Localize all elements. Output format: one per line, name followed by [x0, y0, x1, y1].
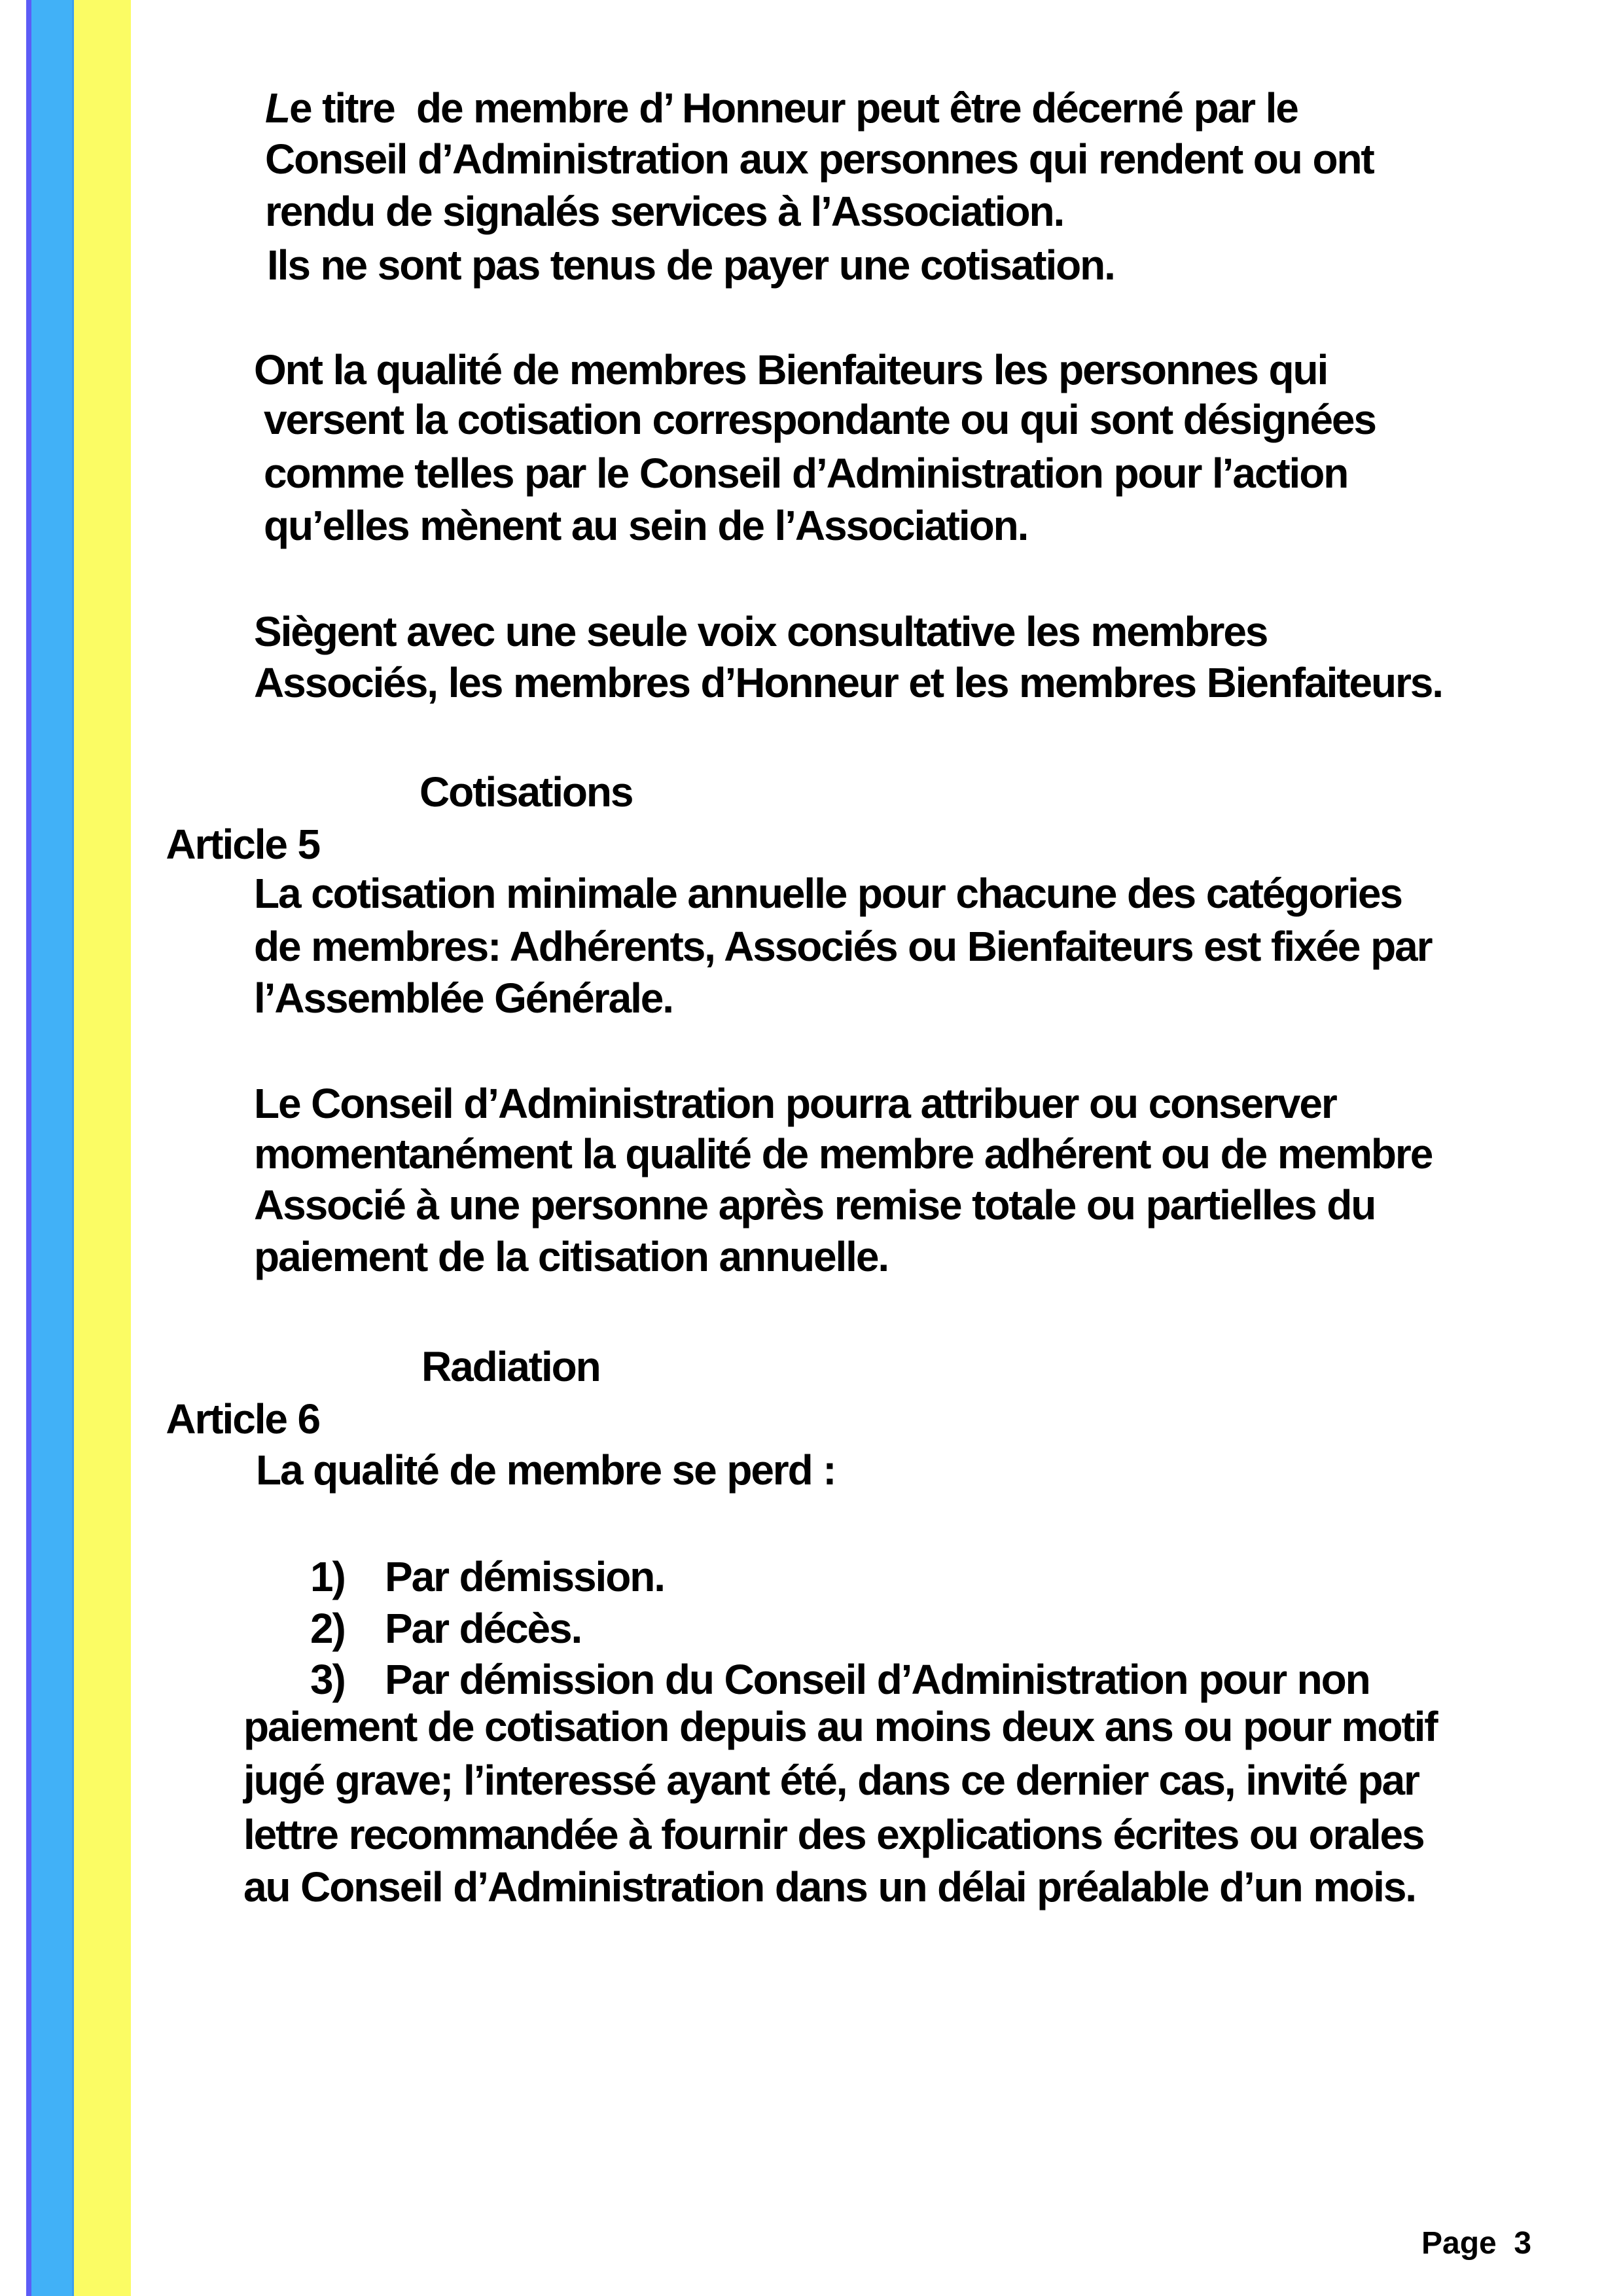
list-item-text: Par démission du Conseil d’Administration pour non [385, 1656, 1370, 1703]
list-item-number: 1) [310, 1553, 345, 1600]
paragraph-line: Associé à une personne après remise totale ou partielles du [254, 1181, 1376, 1229]
paragraph-line: comme telles par le Conseil d’Administration pour l’action [264, 450, 1348, 497]
article-title: Radiation [421, 1343, 600, 1390]
margin-strip-yellow [74, 0, 131, 2296]
italic-initial-letter: L [265, 84, 289, 132]
paragraph-line: Le Conseil d’Administration pourra attribuer ou conserver [254, 1080, 1336, 1127]
article-6-heading [144, 1340, 798, 1443]
list-item-text: Par décès. [385, 1605, 582, 1652]
paragraph-line: Siègent avec une seule voix consultative les membres [254, 608, 1268, 655]
paragraph-line: l’Assemblée Générale. [254, 975, 673, 1022]
paragraph-line: versent la cotisation correspondante ou qui sont désignées [264, 396, 1376, 443]
list-item [310, 1653, 1554, 1706]
page-number: Page 3 [1421, 2226, 1532, 2261]
paragraph-line: de membres: Adhérents, Associés ou Bienfaiteurs est fixée par [254, 923, 1432, 970]
article-number: Article 5 [166, 821, 320, 868]
paragraph-line: paiement de la citisation annuelle. [254, 1233, 889, 1280]
line-text: e titre de membre d’ Honneur peut être décerné par le [289, 84, 1298, 132]
article-title: Cotisations [419, 768, 633, 816]
article-6-intro: La qualité de membre se perd : [256, 1446, 836, 1494]
list-item-continuation: paiement de cotisation depuis au moins deux ans ou pour motif [243, 1703, 1437, 1750]
list-item-number: 2) [310, 1605, 345, 1652]
list-item-continuation: lettre recommandée à fournir des explications écrites ou orales [243, 1811, 1424, 1858]
paragraph-line: Conseil d’Administration aux personnes qui rendent ou ont [265, 135, 1374, 183]
paragraph-line: Ont la qualité de membres Bienfaiteurs les personnes qui [254, 346, 1328, 393]
paragraph-line: Ils ne sont pas tenus de payer une cotisation. [267, 242, 1115, 289]
paragraph-line [265, 82, 1298, 134]
paragraph-line: rendu de signalés services à l’Association. [265, 188, 1064, 235]
article-number: Article 6 [166, 1395, 320, 1443]
paragraph-line: momentanément la qualité de membre adhérent ou de membre [254, 1130, 1433, 1177]
list-item-number: 3) [310, 1656, 345, 1703]
margin-strip-purple [26, 0, 31, 2296]
paragraph-line: Associés, les membres d’Honneur et les membres Bienfaiteurs. [254, 659, 1442, 706]
list-item [310, 1551, 1554, 1603]
list-item-continuation: au Conseil d’Administration dans un délai préalable d’un mois. [243, 1863, 1416, 1910]
paragraph-line: La cotisation minimale annuelle pour chacune des catégories [254, 870, 1402, 917]
list-item [310, 1602, 1554, 1655]
article-5-heading [144, 766, 798, 868]
list-item-continuation: jugé grave; l’interessé ayant été, dans ce dernier cas, invité par [243, 1757, 1419, 1804]
paragraph-line: qu’elles mènent au sein de l’Association. [264, 502, 1028, 549]
margin-strip-blue [31, 0, 72, 2296]
list-item-text: Par démission. [385, 1553, 664, 1600]
